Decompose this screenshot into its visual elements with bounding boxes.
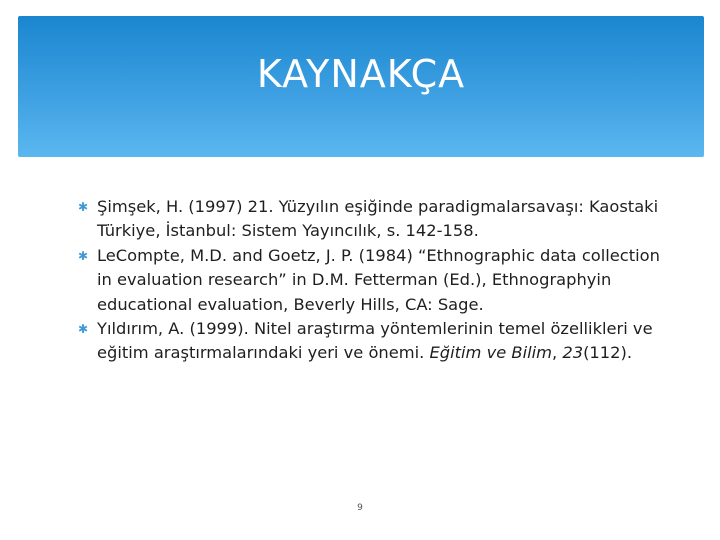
reference-item bbox=[78, 195, 678, 244]
page-number: 9 bbox=[357, 503, 363, 513]
journal-issue: (112). bbox=[583, 343, 633, 363]
asterisk-bullet-icon: ✱ bbox=[78, 248, 89, 263]
reference-text: Yıldırım, A. (1999). Nitel araştırma yöntemlerinin temel özellikleri ve eğitim araştırmalarındaki yeri ve önemi. bbox=[97, 319, 653, 363]
slide-title: KAYNAKÇA bbox=[256, 52, 466, 96]
reference-item: ✱ Yıldırım, A. (1999). Nitel araştırma yöntemlerinin temel özellikleri ve eğitim araştırmalarındaki yeri ve önemi. Eğitim ve Bilim, 23(112). bbox=[78, 319, 653, 363]
journal-title: Eğitim ve Bilim bbox=[429, 343, 552, 363]
reference-text: Şimşek, H. (1997) 21. Yüzyılın eşiğinde paradigmalarsavaşı: Kaostaki Türkiye, İstanbul: Sistem Yayıncılık, s. 142-158. bbox=[97, 197, 659, 241]
reference-item bbox=[78, 244, 678, 317]
reference-list bbox=[78, 195, 678, 366]
reference-text: LeCompte, M.D. and Goetz, J. P. (1984) “Ethnographic data collection in evaluation research” in D.M. Fetterman (Ed.), Ethnographyin educational evaluation, Beverly Hills, CA: Sage. bbox=[97, 245, 660, 314]
journal-volume: 23 bbox=[562, 343, 584, 363]
asterisk-bullet-icon: ✱ bbox=[78, 322, 89, 337]
asterisk-bullet-icon: ✱ bbox=[78, 200, 89, 214]
